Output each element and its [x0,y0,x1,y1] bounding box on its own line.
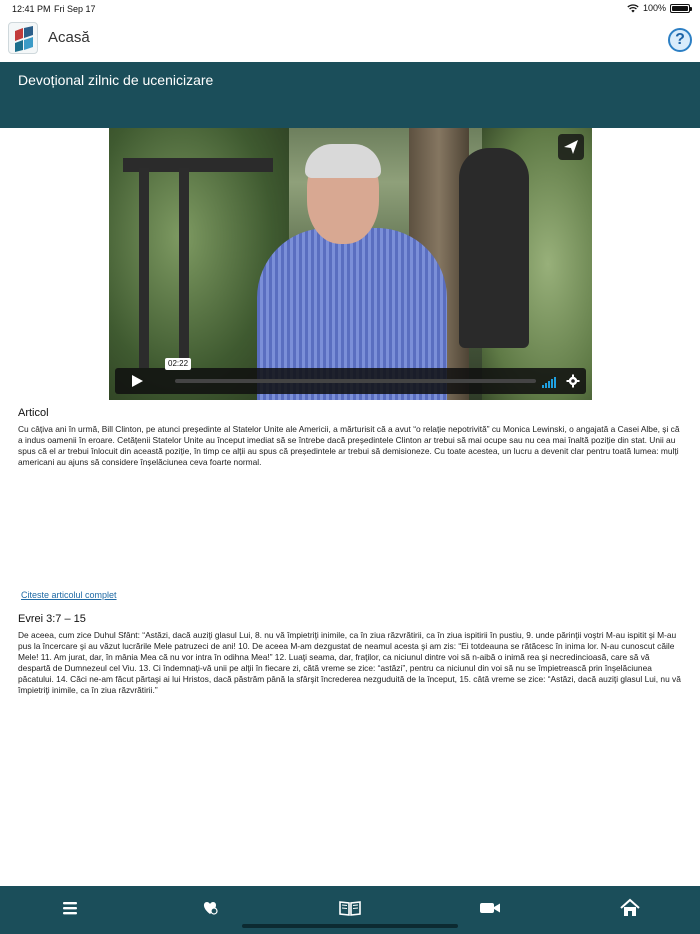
video-progress-bar[interactable] [175,379,536,383]
scripture-text: De aceea, cum zice Duhul Sfânt: “Astăzi, dacă auziţi glasul Lui, 8. nu vă împietriţi inimile, ca în ziua răzvrătirii, ca în ziua ispitirii în pustiu, 9. unde părinţii voştri M-au ispitit şi M-au pus la încercare şi au văzut lucrările Mele patruzeci de ani! 10. De aceea M-am dezgustat de neamul acesta şi am zis: “Ei totdeauna se rătăcesc în inima lor. N-au cunoscut căile Mele! 11. Am jurat, dar, în mânia Mea că nu vor intra în odihna Mea!” 12. Luaţi seama, dar, fraţilor, ca niciunul dintre voi să n-aibă o inimă rea şi necredincioasă, care să vă despartă de Dumnezeul cel Viu. 13. Ci îndemnaţi-vă unii pe alţii în fiecare zi, cătă vreme se zice: “astăzi”, pentru ca niciunul din voi să nu se împietrească prin înşelăciunea păcatului. 14. Căci ne-am făcut părtaşi ai lui Hristos, dacă păstrăm până la sfârşit încrederea nezguduită de la început, 15. câtă vreme se zice: “Astăzi, dacă auziţi glasul Lui, nu vă împietriţi inimile, ca în ziua răzvrătirii.” [18,630,681,695]
status-date: Fri Sep 17 [54,4,96,14]
tab-prayer[interactable] [198,898,222,918]
banner-title: Devoțional zilnic de ucenicizare [18,72,214,88]
help-button[interactable]: ? [668,28,692,52]
home-indicator [242,924,458,928]
video-scene-post [139,168,149,368]
scripture-reference: Evrei 3:7 – 15 [18,613,86,625]
video-camera-icon [478,898,502,918]
tab-bible[interactable] [338,898,362,918]
heart-hands-icon [198,898,222,918]
article-text: Cu câțiva ani în urmă, Bill Clinton, pe atunci președinte al Statelor Unite ale Americii, a mărturisit că a avut “o relație nepotrivită” cu Monica Lewinski, o angajată a Casei Albe, și că a indus oamenii în eroare. Cetățenii Statelor Unite au început imediat să se întrebe dacă președintele Clinton ar trebui să mai ocupe sau nu cea mai înaltă poziție din stat. Unii au spus că el ar trebui înlocuit din această poziție, în timp ce alții au spus că președintele ar trebui să demisioneze. Cu toate acestea, un lucru a devenit clar pentru toată lumea: mulți americani au ajuns să considere înșelăciunea ceva foarte normal. [18,424,680,467]
wifi-icon [627,4,639,13]
share-button[interactable] [558,134,584,160]
battery-fill [672,6,688,11]
tab-bar [0,886,700,934]
read-full-article-link[interactable]: Citeste articolul complet [21,590,117,600]
battery-percent: 100% [642,3,666,13]
article-heading: Articol [18,407,49,419]
volume-icon[interactable] [542,375,558,387]
video-time: 02:22 [165,358,191,370]
tab-home[interactable] [618,898,642,918]
video-player[interactable] [109,128,592,400]
banner [0,62,700,128]
battery-icon [670,4,690,13]
video-scene-statue [459,148,529,348]
logo-mark-icon [9,23,38,54]
video-controls [115,359,586,394]
gear-icon[interactable] [566,374,580,388]
book-icon [338,898,362,918]
nav-bar [0,18,700,62]
play-button[interactable] [115,368,159,394]
menu-icon [58,898,82,918]
home-icon [618,898,642,918]
status-time: 12:41 PM [12,4,51,14]
video-scene-post [179,168,189,368]
status-bar [0,0,700,18]
app-logo [8,22,38,54]
status-right [627,3,690,13]
tab-videos[interactable] [478,898,502,918]
paper-plane-icon [558,134,584,160]
play-icon [115,368,159,394]
page-title: Acasă [48,29,90,46]
video-scene-person-hair [305,144,381,178]
tab-menu[interactable] [58,898,82,918]
